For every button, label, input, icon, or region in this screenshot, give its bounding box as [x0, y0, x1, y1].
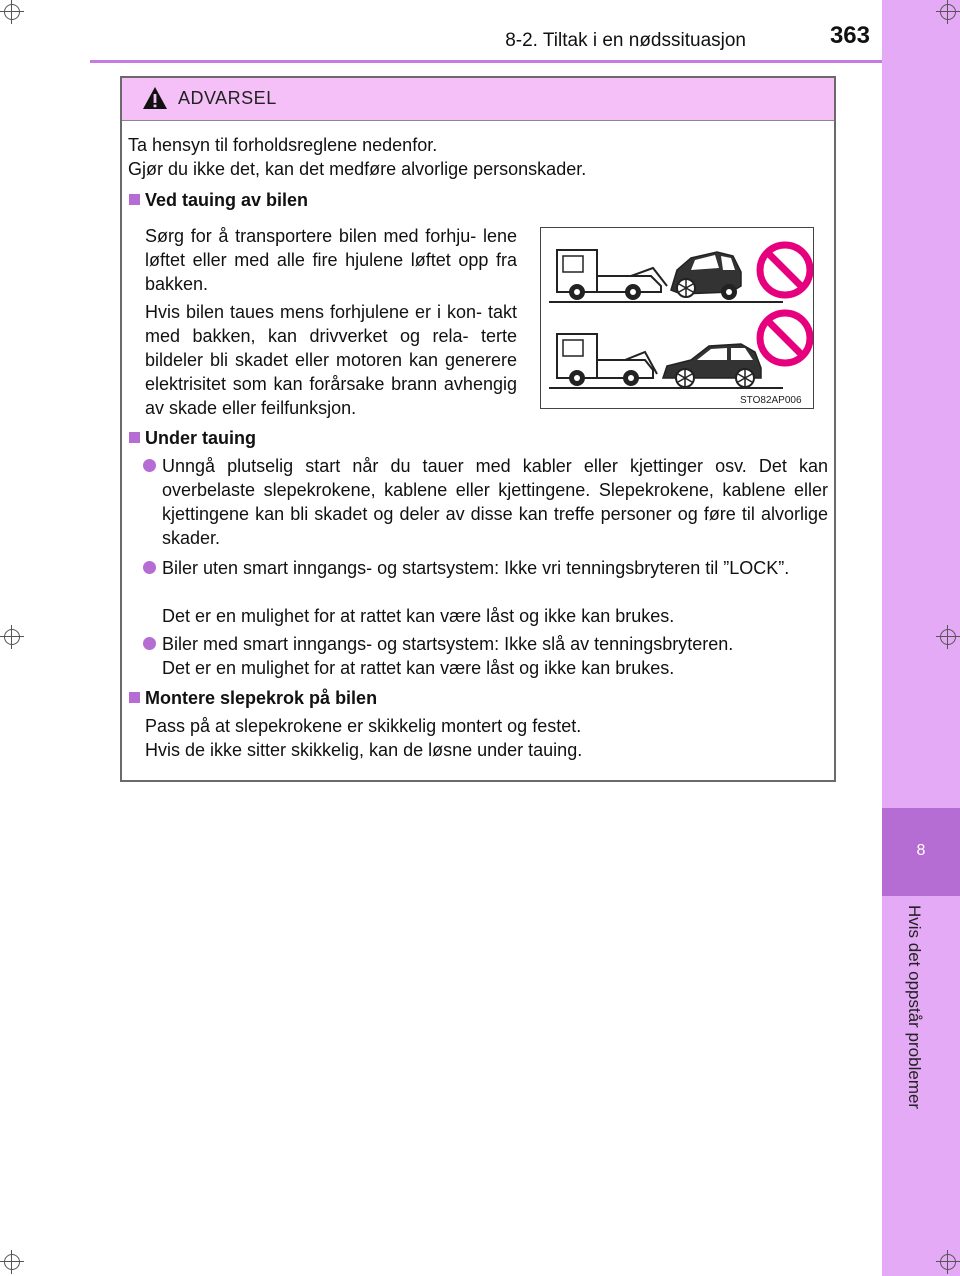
section-heading: Ved tauing av bilen [145, 190, 309, 210]
figure-code: STO82AP006 [740, 395, 802, 406]
registration-mark-icon [0, 1250, 24, 1274]
warning-intro-line: Ta hensyn til forholdsreglene nedenfor. [128, 135, 438, 155]
warning-triangle-icon [142, 86, 168, 110]
bullet-item: Biler med smart inngangs- og startsystem: Ikke slå av tenningsbryteren. [162, 634, 734, 654]
section-bullet-square-icon [129, 432, 140, 443]
chapter-number: 8 [916, 842, 926, 859]
paragraph: Hvis de ikke sitter skikkelig, kan de løsne under tauing. [145, 740, 583, 760]
section-bullet-square-icon [129, 692, 140, 703]
registration-mark-icon [0, 625, 24, 649]
chapter-title-vertical [902, 905, 932, 1145]
section-title: 8-2. Tiltak i en nødssituasjon [505, 30, 746, 51]
warning-label: ADVARSEL [178, 88, 277, 108]
registration-mark-icon [0, 0, 24, 24]
bullet-dot-icon [143, 637, 156, 650]
chapter-tab[interactable] [882, 808, 960, 896]
section-heading: Montere slepekrok på bilen [145, 688, 378, 708]
bullet-item-continuation: Det er en mulighet for at rattet kan være låst og ikke kan brukes. [162, 658, 675, 678]
section-bullet-square-icon [129, 194, 140, 205]
paragraph: Hvis bilen taues mens forhjulene er i kon- takt med bakken, kan drivverket og rela- terte bildeler bli skadet eller motoren kan generere elektrisitet som kan forårsake brann avhengig av skade eller feilfunksjon. [145, 302, 517, 418]
bullet-dot-icon [143, 459, 156, 472]
registration-mark-icon [936, 0, 960, 24]
section-heading: Under tauing [145, 428, 256, 448]
paragraph: Sørg for å transportere bilen med forhju- lene løftet eller med alle fire hjulene løftet opp fra bakken. [145, 226, 517, 294]
registration-mark-icon [936, 1250, 960, 1274]
tow-truck-illustration [541, 228, 813, 408]
bullet-dot-icon [143, 561, 156, 574]
warning-header [122, 78, 834, 121]
page-number: 363 [829, 22, 870, 49]
paragraph: Pass på at slepekrokene er skikkelig montert og festet. [145, 716, 582, 736]
warning-intro-line: Gjør du ikke det, kan det medføre alvorlige personskader. [128, 159, 587, 179]
chapter-title: Hvis det oppstår problemer [905, 905, 924, 1110]
bullet-item-continuation: Det er en mulighet for at rattet kan være låst og ikke kan brukes. [162, 606, 675, 626]
bullet-item: Unngå plutselig start når du tauer med kabler eller kjettinger osv. Det kan overbelaste slepekrokene, kablene eller kjettingene. Slepekrokene, kablene eller kjettingene kan bli skadet og deler av disse kan treffe personer og føre til alvorlige skader. [162, 456, 828, 548]
registration-mark-icon [936, 625, 960, 649]
towing-illustration [540, 227, 814, 409]
header-rule [90, 60, 882, 63]
bullet-item: Biler uten smart inngangs- og startsystem: Ikke vri tenningsbryteren til ”LOCK”. [162, 558, 790, 578]
